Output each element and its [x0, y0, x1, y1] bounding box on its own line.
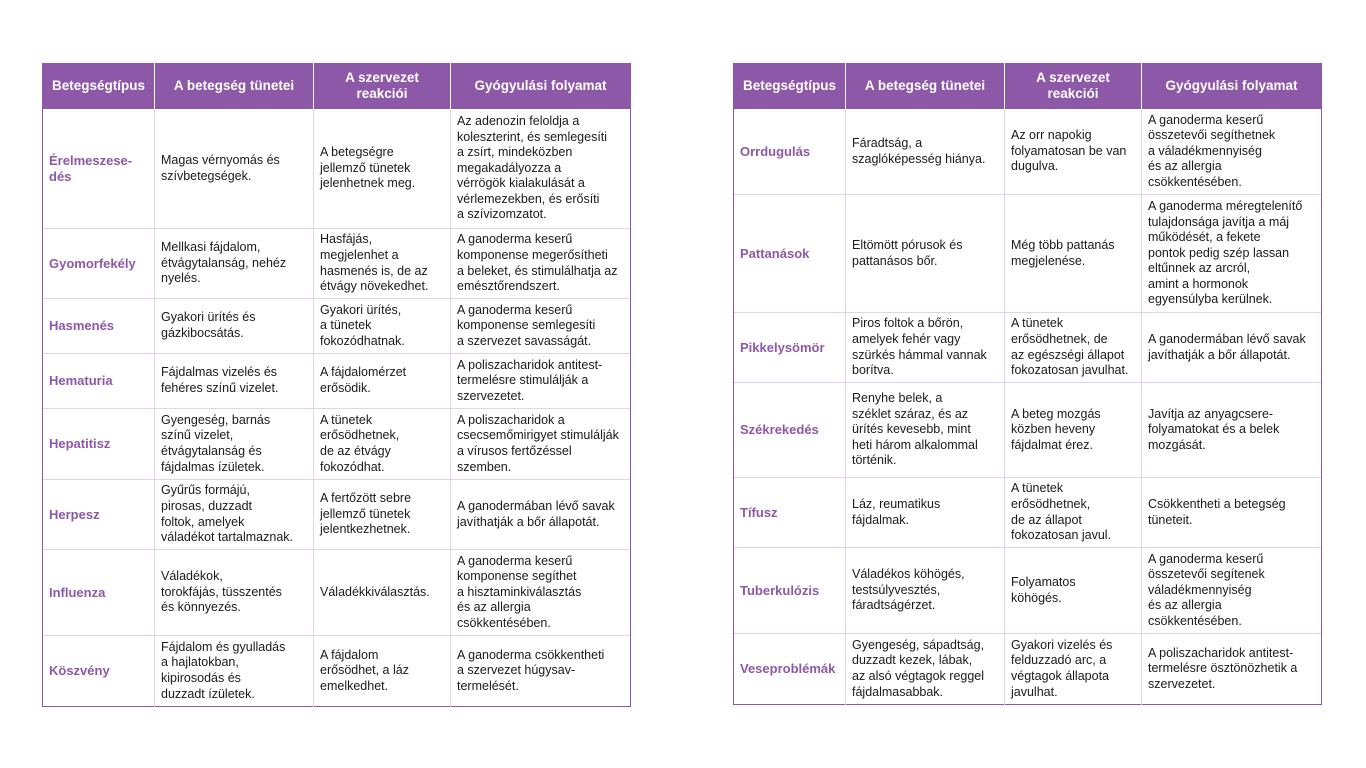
symptoms-cell: Gyakori ürítés és gázkibocsátás. — [155, 299, 314, 354]
table-row — [734, 109, 1322, 195]
healing-cell: A poliszacharidok antitest- termelésre ösztönözhetik a szervezetet. — [1142, 634, 1322, 705]
table-row — [734, 313, 1322, 383]
header-symptoms: A betegség tünetei — [155, 63, 314, 109]
header-disease-type: Betegségtípus — [734, 63, 846, 109]
healing-cell: Az adenozin feloldja a koleszterint, és semlegesíti a zsírt, mindeközben megakadályozza a vérrögök kialakulását a vérlemezekben, és erősíti a szívizomzatot. — [451, 109, 631, 229]
table-row — [43, 480, 631, 550]
disease-name: Pattanások — [734, 195, 846, 313]
disease-name: Pikkelysömör — [734, 313, 846, 383]
healing-cell: A ganoderma keserű komponense semlegesíti a szervezet savasságát. — [451, 299, 631, 354]
reaction-cell: A fertőzött sebre jellemző tünetek jelentkezhetnek. — [314, 480, 451, 550]
disease-name: Érelmeszese- dés — [43, 109, 155, 229]
disease-table-left — [42, 63, 631, 707]
disease-name: Orrdugulás — [734, 109, 846, 195]
symptoms-cell: Mellkasi fájdalom, étvágytalanság, nehéz nyelés. — [155, 229, 314, 299]
header-reaction: A szervezet reakciói — [1005, 63, 1142, 109]
table-row — [734, 383, 1322, 478]
reaction-cell: Még több pattanás megjelenése. — [1005, 195, 1142, 313]
reaction-cell: A betegségre jellemző tünetek jelenhetnek meg. — [314, 109, 451, 229]
symptoms-cell: Piros foltok a bőrön, amelyek fehér vagy szürkés hámmal vannak borítva. — [846, 313, 1005, 383]
disease-name: Veseproblémák — [734, 634, 846, 705]
header-healing: Gyógyulási folyamat — [451, 63, 631, 109]
table-row — [734, 548, 1322, 634]
healing-cell: A ganoderma keserű komponense megerősítheti a beleket, és stimulálhatja az emésztőrendszert. — [451, 229, 631, 299]
disease-name: Gyomorfekély — [43, 229, 155, 299]
table-row — [43, 636, 631, 707]
table-row — [43, 550, 631, 636]
table-row — [43, 229, 631, 299]
symptoms-cell: Renyhe belek, a széklet száraz, és az ürítés kevesebb, mint heti három alkalommal történik. — [846, 383, 1005, 478]
header-reaction: A szervezet reakciói — [314, 63, 451, 109]
reaction-cell: A beteg mozgás közben heveny fájdalmat érez. — [1005, 383, 1142, 478]
header-row — [734, 63, 1322, 109]
reaction-cell: Gyakori vizelés és felduzzadó arc, a végtagok állapota javulhat. — [1005, 634, 1142, 705]
healing-cell: A ganoderma keserű összetevői segíthetnek a váladékmennyiség és az allergia csökkentésében. — [1142, 109, 1322, 195]
disease-name: Székrekedés — [734, 383, 846, 478]
header-row — [43, 63, 631, 109]
table-row — [734, 195, 1322, 313]
reaction-cell: Hasfájás, megjelenhet a hasmenés is, de az étvágy növekedhet. — [314, 229, 451, 299]
disease-name: Köszvény — [43, 636, 155, 707]
healing-cell: A ganodermában lévő savak javíthatják a bőr állapotát. — [1142, 313, 1322, 383]
reaction-cell: A fájdalom erősödhet, a láz emelkedhet. — [314, 636, 451, 707]
header-healing: Gyógyulási folyamat — [1142, 63, 1322, 109]
symptoms-cell: Gyűrűs formájú, pirosas, duzzadt foltok, amelyek váladékot tartalmaznak. — [155, 480, 314, 550]
disease-name: Influenza — [43, 550, 155, 636]
healing-cell: A ganoderma keserű összetevői segítenek váladékmennyiség és az allergia csökkentésében. — [1142, 548, 1322, 634]
healing-cell: A ganoderma méregtelenítő tulajdonsága javítja a máj működését, a fekete pontok pedig szép lassan eltűnnek az arcról, amint a hormonok egyensúlyba kerülnek. — [1142, 195, 1322, 313]
symptoms-cell: Fájdalmas vizelés és fehéres színű vizelet. — [155, 354, 314, 409]
reaction-cell: Gyakori ürítés, a tünetek fokozódhatnak. — [314, 299, 451, 354]
symptoms-cell: Váladékok, torokfájás, tüsszentés és könnyezés. — [155, 550, 314, 636]
disease-name: Tuberkulózis — [734, 548, 846, 634]
healing-cell: A ganoderma keserű komponense segíthet a hisztaminkiválasztás és az allergia csökkentésében. — [451, 550, 631, 636]
reaction-cell: A fájdalomérzet erősödik. — [314, 354, 451, 409]
reaction-cell: A tünetek erősödhetnek, de az állapot fokozatosan javul. — [1005, 478, 1142, 548]
header-disease-type: Betegségtípus — [43, 63, 155, 109]
symptoms-cell: Gyengeség, barnás színű vizelet, étvágytalanság és fájdalmas ízületek. — [155, 409, 314, 480]
healing-cell: A ganodermában lévő savak javíthatják a bőr állapotát. — [451, 480, 631, 550]
disease-name: Herpesz — [43, 480, 155, 550]
reaction-cell: A tünetek erősödhetnek, de az egészségi állapot fokozatosan javulhat. — [1005, 313, 1142, 383]
disease-name: Hematuria — [43, 354, 155, 409]
table-row — [43, 109, 631, 229]
table-row — [734, 478, 1322, 548]
healing-cell: Javítja az anyagcsere- folyamatokat és a belek mozgását. — [1142, 383, 1322, 478]
reaction-cell: Váladékkiválasztás. — [314, 550, 451, 636]
table-row — [43, 409, 631, 480]
disease-table-right — [733, 63, 1322, 705]
table-row — [734, 634, 1322, 705]
table-row — [43, 354, 631, 409]
healing-cell: A poliszacharidok antitest- termelésre stimulálják a szervezetet. — [451, 354, 631, 409]
disease-name: Tífusz — [734, 478, 846, 548]
reaction-cell: A tünetek erősödhetnek, de az étvágy fokozódhat. — [314, 409, 451, 480]
symptoms-cell: Váladékos köhögés, testsúlyvesztés, fáradtságérzet. — [846, 548, 1005, 634]
symptoms-cell: Láz, reumatikus fájdalmak. — [846, 478, 1005, 548]
healing-cell: A ganoderma csökkentheti a szervezet húgysav- termelését. — [451, 636, 631, 707]
healing-cell: Csökkentheti a betegség tüneteit. — [1142, 478, 1322, 548]
symptoms-cell: Fáradtság, a szaglóképesség hiánya. — [846, 109, 1005, 195]
symptoms-cell: Gyengeség, sápadtság, duzzadt kezek, lábak, az alsó végtagok reggel fájdalmasabbak. — [846, 634, 1005, 705]
header-symptoms: A betegség tünetei — [846, 63, 1005, 109]
symptoms-cell: Fájdalom és gyulladás a hajlatokban, kipirosodás és duzzadt ízületek. — [155, 636, 314, 707]
table-row — [43, 299, 631, 354]
reaction-cell: Folyamatos köhögés. — [1005, 548, 1142, 634]
disease-name: Hepatitisz — [43, 409, 155, 480]
disease-name: Hasmenés — [43, 299, 155, 354]
reaction-cell: Az orr napokig folyamatosan be van dugulva. — [1005, 109, 1142, 195]
healing-cell: A poliszacharidok a csecsemőmirigyet stimulálják a vírusos fertőzéssel szemben. — [451, 409, 631, 480]
symptoms-cell: Eltömött pórusok és pattanásos bőr. — [846, 195, 1005, 313]
symptoms-cell: Magas vérnyomás és szívbetegségek. — [155, 109, 314, 229]
